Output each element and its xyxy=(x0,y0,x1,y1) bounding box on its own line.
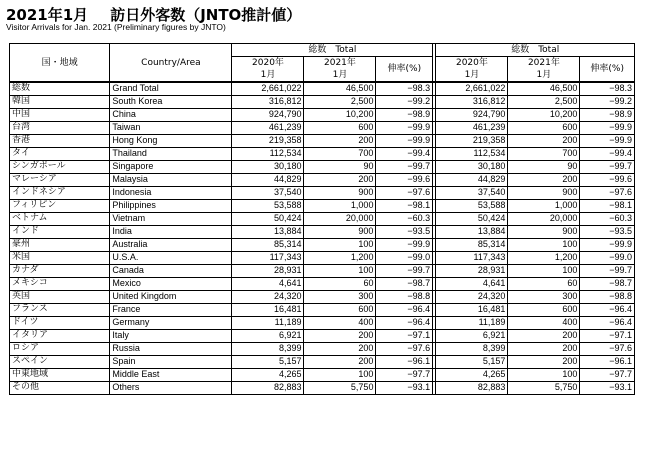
value-2020-cell: 11,189 xyxy=(232,317,304,330)
growth-rate-cell: −98.3 xyxy=(376,82,433,96)
country-en-cell: Malaysia xyxy=(110,174,232,187)
value-2021-cell: 300 xyxy=(508,291,580,304)
value-2020-cell: 16,481 xyxy=(436,304,508,317)
value-2021-cell: 100 xyxy=(304,369,376,382)
value-2020-cell: 13,884 xyxy=(436,226,508,239)
country-en-cell: Others xyxy=(110,382,232,395)
country-jp-cell: その他 xyxy=(10,382,110,395)
value-2021-cell: 200 xyxy=(304,330,376,343)
country-en-cell: Spain xyxy=(110,356,232,369)
table-row xyxy=(10,291,635,304)
visitor-arrivals-table xyxy=(9,43,635,395)
growth-rate-cell: −98.1 xyxy=(580,200,635,213)
growth-rate-cell: −99.2 xyxy=(376,96,433,109)
growth-rate-cell: −97.6 xyxy=(376,187,433,200)
value-2021-cell: 900 xyxy=(508,226,580,239)
value-2020-cell: 44,829 xyxy=(436,174,508,187)
value-2020-cell: 2,661,022 xyxy=(436,82,508,96)
value-2020-cell: 5,157 xyxy=(436,356,508,369)
country-en-cell: United Kingdom xyxy=(110,291,232,304)
value-2020-cell: 316,812 xyxy=(232,96,304,109)
value-2021-cell: 200 xyxy=(508,356,580,369)
growth-rate-cell: −98.9 xyxy=(580,109,635,122)
value-2020-cell: 82,883 xyxy=(436,382,508,395)
growth-rate-cell: −98.1 xyxy=(376,200,433,213)
table-row xyxy=(10,161,635,174)
value-2020-cell: 6,921 xyxy=(232,330,304,343)
growth-rate-cell: −99.9 xyxy=(376,239,433,252)
table-row xyxy=(10,278,635,291)
table-row xyxy=(10,382,635,395)
value-2021-cell: 46,500 xyxy=(508,82,580,96)
country-jp-cell: インド xyxy=(10,226,110,239)
value-2021-cell: 5,750 xyxy=(304,382,376,395)
value-2021-cell: 60 xyxy=(304,278,376,291)
value-2021-cell: 20,000 xyxy=(304,213,376,226)
country-jp-cell: ドイツ xyxy=(10,317,110,330)
growth-rate-cell: −96.4 xyxy=(376,317,433,330)
country-jp-cell: カナダ xyxy=(10,265,110,278)
country-en-cell: Grand Total xyxy=(110,82,232,96)
value-2021-cell: 1,200 xyxy=(304,252,376,265)
value-2020-cell: 117,343 xyxy=(436,252,508,265)
table-row xyxy=(10,187,635,200)
header-growth-right: 伸率(%) xyxy=(580,57,635,83)
country-en-cell: Philippines xyxy=(110,200,232,213)
value-2021-cell: 300 xyxy=(304,291,376,304)
country-en-cell: Middle East xyxy=(110,369,232,382)
value-2020-cell: 219,358 xyxy=(436,135,508,148)
growth-rate-cell: −99.9 xyxy=(580,239,635,252)
country-jp-cell: 中国 xyxy=(10,109,110,122)
header-2021-year-left: 2021年 xyxy=(304,57,376,70)
growth-rate-cell: −93.5 xyxy=(580,226,635,239)
value-2021-cell: 5,750 xyxy=(508,382,580,395)
value-2020-cell: 117,343 xyxy=(232,252,304,265)
growth-rate-cell: −97.7 xyxy=(376,369,433,382)
country-jp-cell: タイ xyxy=(10,148,110,161)
country-en-cell: Indonesia xyxy=(110,187,232,200)
header-country-en: Country/Area xyxy=(110,44,232,83)
growth-rate-cell: −99.9 xyxy=(580,122,635,135)
growth-rate-cell: −96.1 xyxy=(376,356,433,369)
growth-rate-cell: −93.1 xyxy=(376,382,433,395)
country-jp-cell: 台湾 xyxy=(10,122,110,135)
country-en-cell: Hong Kong xyxy=(110,135,232,148)
growth-rate-cell: −96.1 xyxy=(580,356,635,369)
growth-rate-cell: −99.6 xyxy=(580,174,635,187)
value-2020-cell: 4,641 xyxy=(232,278,304,291)
header-2021-year-right: 2021年 xyxy=(508,57,580,70)
country-en-cell: U.S.A. xyxy=(110,252,232,265)
value-2021-cell: 400 xyxy=(304,317,376,330)
country-jp-cell: メキシコ xyxy=(10,278,110,291)
value-2021-cell: 100 xyxy=(304,239,376,252)
value-2021-cell: 200 xyxy=(508,330,580,343)
value-2020-cell: 316,812 xyxy=(436,96,508,109)
country-en-cell: India xyxy=(110,226,232,239)
table-row xyxy=(10,343,635,356)
value-2021-cell: 60 xyxy=(508,278,580,291)
country-en-cell: Thailand xyxy=(110,148,232,161)
value-2021-cell: 200 xyxy=(304,135,376,148)
growth-rate-cell: −98.7 xyxy=(376,278,433,291)
header-2020-year-right: 2020年 xyxy=(436,57,508,70)
growth-rate-cell: −99.0 xyxy=(376,252,433,265)
value-2021-cell: 700 xyxy=(508,148,580,161)
table-row xyxy=(10,304,635,317)
value-2021-cell: 10,200 xyxy=(508,109,580,122)
growth-rate-cell: −99.4 xyxy=(376,148,433,161)
value-2020-cell: 4,265 xyxy=(436,369,508,382)
growth-rate-cell: −97.6 xyxy=(376,343,433,356)
growth-rate-cell: −99.4 xyxy=(580,148,635,161)
growth-rate-cell: −99.2 xyxy=(580,96,635,109)
table-row xyxy=(10,369,635,382)
country-en-cell: Germany xyxy=(110,317,232,330)
country-jp-cell: イタリア xyxy=(10,330,110,343)
table-row xyxy=(10,213,635,226)
header-growth-left: 伸率(%) xyxy=(376,57,433,83)
header-2021-month-right: 1月 xyxy=(508,69,580,82)
country-jp-cell: ベトナム xyxy=(10,213,110,226)
value-2021-cell: 700 xyxy=(304,148,376,161)
country-jp-cell: フィリピン xyxy=(10,200,110,213)
title-main: 訪日外客数（JNTO推計値） xyxy=(110,6,302,24)
value-2021-cell: 2,500 xyxy=(508,96,580,109)
table-row xyxy=(10,122,635,135)
header-2021-month-left: 1月 xyxy=(304,69,376,82)
value-2021-cell: 46,500 xyxy=(304,82,376,96)
growth-rate-cell: −97.7 xyxy=(580,369,635,382)
value-2021-cell: 200 xyxy=(304,356,376,369)
value-2021-cell: 400 xyxy=(508,317,580,330)
value-2020-cell: 924,790 xyxy=(436,109,508,122)
value-2021-cell: 100 xyxy=(508,239,580,252)
value-2020-cell: 219,358 xyxy=(232,135,304,148)
growth-rate-cell: −97.6 xyxy=(580,343,635,356)
value-2021-cell: 600 xyxy=(508,304,580,317)
value-2020-cell: 16,481 xyxy=(232,304,304,317)
growth-rate-cell: −93.5 xyxy=(376,226,433,239)
value-2020-cell: 112,534 xyxy=(436,148,508,161)
growth-rate-cell: −96.4 xyxy=(376,304,433,317)
value-2020-cell: 30,180 xyxy=(436,161,508,174)
value-2021-cell: 1,000 xyxy=(508,200,580,213)
growth-rate-cell: −99.9 xyxy=(580,135,635,148)
country-en-cell: Mexico xyxy=(110,278,232,291)
table-row xyxy=(10,330,635,343)
value-2020-cell: 53,588 xyxy=(232,200,304,213)
growth-rate-cell: −93.1 xyxy=(580,382,635,395)
value-2020-cell: 5,157 xyxy=(232,356,304,369)
growth-rate-cell: −99.0 xyxy=(580,252,635,265)
value-2020-cell: 13,884 xyxy=(232,226,304,239)
value-2020-cell: 37,540 xyxy=(436,187,508,200)
growth-rate-cell: −60.3 xyxy=(580,213,635,226)
value-2020-cell: 8,399 xyxy=(232,343,304,356)
country-jp-cell: 英国 xyxy=(10,291,110,304)
value-2020-cell: 28,931 xyxy=(436,265,508,278)
table-row xyxy=(10,317,635,330)
growth-rate-cell: −99.7 xyxy=(376,161,433,174)
value-2021-cell: 600 xyxy=(508,122,580,135)
value-2020-cell: 4,265 xyxy=(232,369,304,382)
value-2020-cell: 85,314 xyxy=(436,239,508,252)
growth-rate-cell: −98.3 xyxy=(580,82,635,96)
value-2021-cell: 200 xyxy=(508,174,580,187)
growth-rate-cell: −97.1 xyxy=(580,330,635,343)
value-2020-cell: 44,829 xyxy=(232,174,304,187)
growth-rate-cell: −96.4 xyxy=(580,317,635,330)
value-2020-cell: 461,239 xyxy=(436,122,508,135)
country-en-cell: Vietnam xyxy=(110,213,232,226)
value-2021-cell: 1,200 xyxy=(508,252,580,265)
table-row xyxy=(10,200,635,213)
value-2021-cell: 600 xyxy=(304,122,376,135)
value-2020-cell: 8,399 xyxy=(436,343,508,356)
country-en-cell: Canada xyxy=(110,265,232,278)
country-jp-cell: スペイン xyxy=(10,356,110,369)
header-total-left: 総数 Total xyxy=(232,44,433,57)
country-en-cell: Italy xyxy=(110,330,232,343)
table-row xyxy=(10,82,635,96)
table-body xyxy=(10,82,635,395)
country-jp-cell: 米国 xyxy=(10,252,110,265)
value-2020-cell: 30,180 xyxy=(232,161,304,174)
value-2020-cell: 50,424 xyxy=(436,213,508,226)
table-row xyxy=(10,265,635,278)
growth-rate-cell: −99.7 xyxy=(580,161,635,174)
growth-rate-cell: −99.7 xyxy=(580,265,635,278)
country-en-cell: Taiwan xyxy=(110,122,232,135)
country-en-cell: China xyxy=(110,109,232,122)
value-2020-cell: 6,921 xyxy=(436,330,508,343)
value-2021-cell: 10,200 xyxy=(304,109,376,122)
value-2020-cell: 112,534 xyxy=(232,148,304,161)
value-2020-cell: 50,424 xyxy=(232,213,304,226)
value-2021-cell: 900 xyxy=(304,187,376,200)
title-date: 2021年1月 xyxy=(6,6,89,24)
table-row xyxy=(10,226,635,239)
country-jp-cell: マレーシア xyxy=(10,174,110,187)
value-2021-cell: 200 xyxy=(508,343,580,356)
growth-rate-cell: −97.1 xyxy=(376,330,433,343)
growth-rate-cell: −99.6 xyxy=(376,174,433,187)
value-2020-cell: 24,320 xyxy=(436,291,508,304)
page-subtitle: Visitor Arrivals for Jan. 2021 (Preliminary figures by JNTO) xyxy=(6,22,226,32)
table-row xyxy=(10,239,635,252)
growth-rate-cell: −98.7 xyxy=(580,278,635,291)
header-total-right: 総数 Total xyxy=(436,44,635,57)
country-jp-cell: ロシア xyxy=(10,343,110,356)
value-2021-cell: 200 xyxy=(304,343,376,356)
country-jp-cell: インドネシア xyxy=(10,187,110,200)
value-2020-cell: 53,588 xyxy=(436,200,508,213)
growth-rate-cell: −98.9 xyxy=(376,109,433,122)
header-2020-month-left: 1月 xyxy=(232,69,304,82)
value-2020-cell: 924,790 xyxy=(232,109,304,122)
value-2021-cell: 100 xyxy=(508,369,580,382)
country-en-cell: France xyxy=(110,304,232,317)
country-en-cell: Singapore xyxy=(110,161,232,174)
growth-rate-cell: −99.7 xyxy=(376,265,433,278)
value-2021-cell: 200 xyxy=(508,135,580,148)
value-2021-cell: 900 xyxy=(508,187,580,200)
table-row xyxy=(10,174,635,187)
country-jp-cell: 豪州 xyxy=(10,239,110,252)
value-2020-cell: 461,239 xyxy=(232,122,304,135)
value-2021-cell: 900 xyxy=(304,226,376,239)
value-2021-cell: 90 xyxy=(508,161,580,174)
table-row xyxy=(10,135,635,148)
country-jp-cell: 韓国 xyxy=(10,96,110,109)
value-2020-cell: 4,641 xyxy=(436,278,508,291)
table-row xyxy=(10,148,635,161)
value-2020-cell: 37,540 xyxy=(232,187,304,200)
value-2021-cell: 600 xyxy=(304,304,376,317)
country-en-cell: South Korea xyxy=(110,96,232,109)
value-2021-cell: 200 xyxy=(304,174,376,187)
growth-rate-cell: −98.8 xyxy=(580,291,635,304)
growth-rate-cell: −96.4 xyxy=(580,304,635,317)
growth-rate-cell: −98.8 xyxy=(376,291,433,304)
growth-rate-cell: −99.9 xyxy=(376,122,433,135)
value-2020-cell: 24,320 xyxy=(232,291,304,304)
growth-rate-cell: −97.6 xyxy=(580,187,635,200)
value-2021-cell: 2,500 xyxy=(304,96,376,109)
table-row xyxy=(10,356,635,369)
country-jp-cell: 香港 xyxy=(10,135,110,148)
value-2021-cell: 100 xyxy=(508,265,580,278)
value-2020-cell: 2,661,022 xyxy=(232,82,304,96)
value-2021-cell: 100 xyxy=(304,265,376,278)
country-en-cell: Australia xyxy=(110,239,232,252)
value-2020-cell: 11,189 xyxy=(436,317,508,330)
country-jp-cell: シンガポール xyxy=(10,161,110,174)
header-country-jp: 国・地域 xyxy=(10,44,110,83)
country-jp-cell: 中東地域 xyxy=(10,369,110,382)
growth-rate-cell: −60.3 xyxy=(376,213,433,226)
value-2021-cell: 1,000 xyxy=(304,200,376,213)
header-2020-year-left: 2020年 xyxy=(232,57,304,70)
country-en-cell: Russia xyxy=(110,343,232,356)
country-jp-cell: フランス xyxy=(10,304,110,317)
value-2021-cell: 20,000 xyxy=(508,213,580,226)
value-2020-cell: 85,314 xyxy=(232,239,304,252)
header-2020-month-right: 1月 xyxy=(436,69,508,82)
growth-rate-cell: −99.9 xyxy=(376,135,433,148)
table-row xyxy=(10,96,635,109)
value-2020-cell: 28,931 xyxy=(232,265,304,278)
table-row xyxy=(10,252,635,265)
table-row xyxy=(10,109,635,122)
country-jp-cell: 総数 xyxy=(10,82,110,96)
value-2020-cell: 82,883 xyxy=(232,382,304,395)
value-2021-cell: 90 xyxy=(304,161,376,174)
